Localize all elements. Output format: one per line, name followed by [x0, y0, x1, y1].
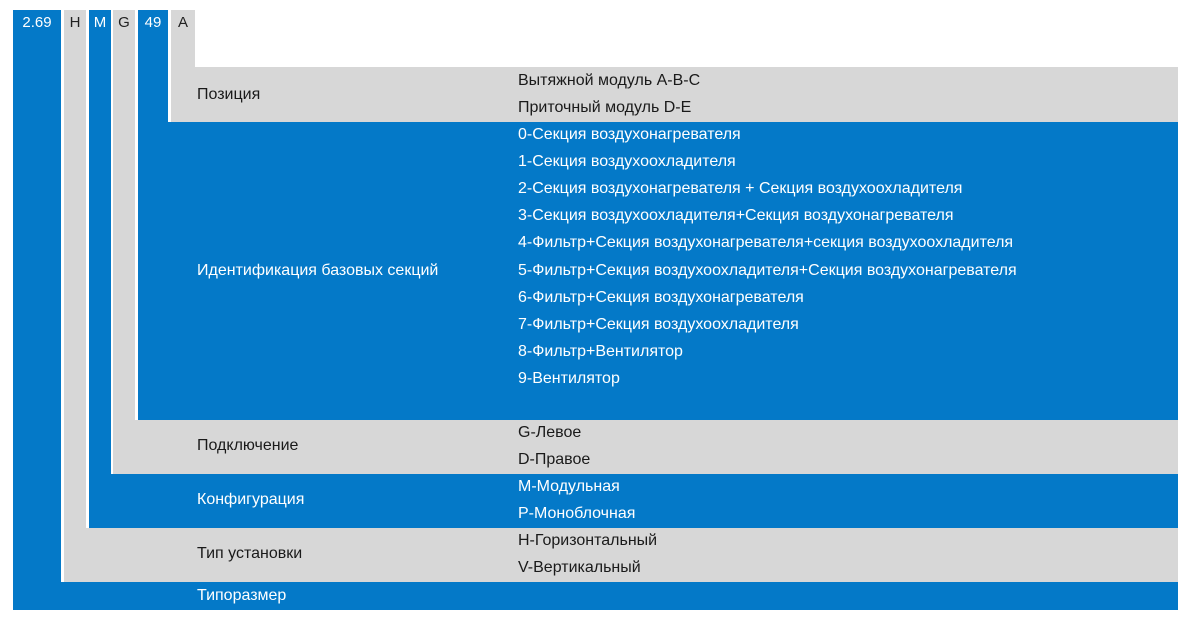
code-configuration: M [89, 10, 111, 36]
base-section-option: 0-Секция воздухонагревателя [518, 126, 741, 143]
base-section-option: 6-Фильтр+Секция воздухонагревателя [518, 289, 804, 306]
base-section-option: 8-Фильтр+Вентилятор [518, 343, 683, 360]
connection-bar [113, 36, 135, 474]
base-section-option: 9-Вентилятор [518, 370, 620, 387]
code-connection: G [113, 10, 135, 36]
base-section-option: 2-Секция воздухонагревателя + Секция воздухоохладителя [518, 180, 963, 197]
code-install-type: H [64, 10, 86, 36]
code-base-sections: 49 [138, 10, 168, 36]
size-bar [13, 36, 61, 610]
install-type-option: V-Вертикальный [518, 559, 641, 576]
configuration-label: Конфигурация [197, 491, 305, 508]
install-type-option: H-Горизонтальный [518, 532, 658, 549]
size-row [13, 582, 1178, 610]
install-type-label: Тип установки [197, 545, 303, 562]
connection-label: Подключение [197, 437, 299, 454]
position-option: Вытяжной модуль A-B-C [518, 72, 701, 89]
position-option: Приточный модуль D-E [518, 99, 692, 116]
base-section-option: 5-Фильтр+Секция воздухоохладителя+Секция воздухонагревателя [518, 262, 1017, 279]
configuration-bar [89, 36, 111, 528]
base-section-option: 7-Фильтр+Секция воздухоохладителя [518, 316, 799, 333]
connection-option: D-Правое [518, 451, 591, 468]
install-type-bar [64, 36, 86, 582]
base-section-option: 1-Секция воздухоохладителя [518, 153, 736, 170]
size-label: Типоразмер [197, 587, 287, 604]
base-sections-label: Идентификация базовых секций [197, 262, 439, 279]
position-label: Позиция [197, 86, 261, 103]
code-position: A [171, 10, 195, 36]
connection-option: G-Левое [518, 424, 582, 441]
code-size: 2.69 [13, 10, 61, 36]
configuration-option: M-Модульная [518, 478, 620, 495]
base-section-option: 4-Фильтр+Секция воздухонагревателя+секция воздухоохладителя [518, 234, 1014, 251]
base-section-option: 3-Секция воздухоохладителя+Секция воздухонагревателя [518, 207, 954, 224]
configuration-option: P-Моноблочная [518, 505, 636, 522]
